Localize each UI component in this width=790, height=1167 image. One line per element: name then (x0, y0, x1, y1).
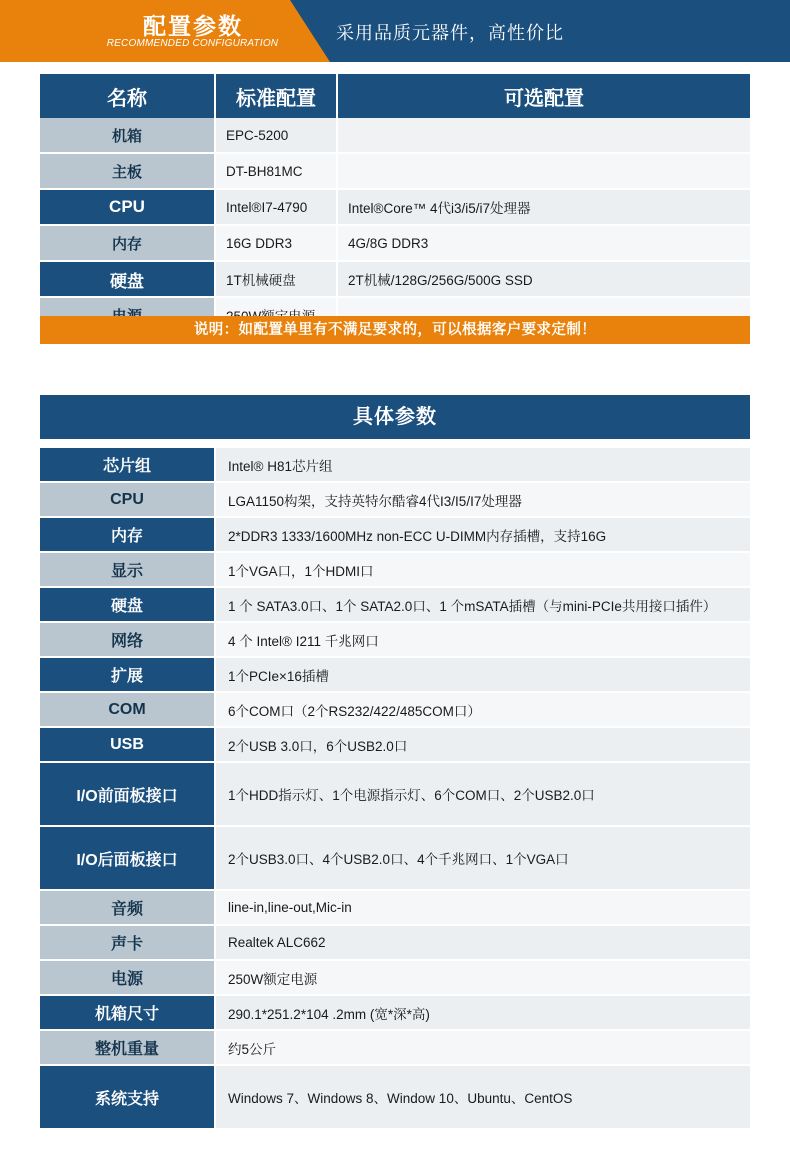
table-row (40, 1030, 750, 1065)
config-header-optional: 可选配置 (337, 74, 750, 118)
spec-row-value: 1个PCIe×16插槽 (215, 657, 750, 692)
spec-row-label: 硬盘 (40, 587, 215, 622)
spec-row-value: 4 个 Intel® I211 千兆网口 (215, 622, 750, 657)
table-row (40, 826, 750, 890)
config-row-label: CPU (40, 189, 215, 225)
spec-row-label: I/O后面板接口 (40, 826, 215, 890)
config-row-optional: Intel®Core™ 4代i3/i5/i7处理器 (337, 189, 750, 225)
table-row (40, 1065, 750, 1129)
table-row (40, 960, 750, 995)
config-row-label: 内存 (40, 225, 215, 261)
spec-row-value: 1个VGA口，1个HDMI口 (215, 552, 750, 587)
spec-row-label: 芯片组 (40, 448, 215, 482)
table-row (40, 118, 750, 153)
spec-row-label: 机箱尺寸 (40, 995, 215, 1030)
spec-row-label: 声卡 (40, 925, 215, 960)
config-row-standard: 16G DDR3 (215, 225, 337, 261)
spec-section-title: 具体参数 (40, 395, 750, 439)
spec-row-label: 扩展 (40, 657, 215, 692)
config-row-optional (337, 153, 750, 189)
config-row-optional (337, 118, 750, 153)
table-row (40, 482, 750, 517)
config-row-label: 主板 (40, 153, 215, 189)
config-table (40, 74, 750, 334)
spec-row-label: 音频 (40, 890, 215, 925)
banner-title: 配置参数 (143, 13, 243, 39)
config-row-standard: Intel®I7-4790 (215, 189, 337, 225)
table-row (40, 727, 750, 762)
table-row (40, 622, 750, 657)
spec-row-label: 整机重量 (40, 1030, 215, 1065)
table-row (40, 657, 750, 692)
spec-row-label: 显示 (40, 552, 215, 587)
config-header-standard: 标准配置 (215, 74, 337, 118)
config-note: 说明：如配置单里有不满足要求的，可以根据客户要求定制！ (40, 316, 750, 344)
banner-subtitle: RECOMMENDED CONFIGURATION (106, 38, 279, 49)
spec-row-value: LGA1150构架，支持英特尔酷睿4代I3/I5/I7处理器 (215, 482, 750, 517)
config-table-header-row (40, 74, 750, 118)
spec-row-value: 约5公斤 (215, 1030, 750, 1065)
spec-row-label: COM (40, 692, 215, 727)
config-row-label: 机箱 (40, 118, 215, 153)
spec-row-value: Windows 7、Windows 8、Window 10、Ubuntu、CentOS (215, 1065, 750, 1129)
table-row (40, 762, 750, 826)
spec-row-label: CPU (40, 482, 215, 517)
spec-row-value: line-in,line-out,Mic-in (215, 890, 750, 925)
config-row-optional: 2T机械/128G/256G/500G SSD (337, 261, 750, 297)
table-row (40, 448, 750, 482)
spec-row-label: USB (40, 727, 215, 762)
table-row (40, 552, 750, 587)
spec-row-label: I/O前面板接口 (40, 762, 215, 826)
table-row (40, 517, 750, 552)
spec-row-value: Intel® H81芯片组 (215, 448, 750, 482)
config-row-label: 硬盘 (40, 261, 215, 297)
table-row (40, 153, 750, 189)
config-row-standard: DT-BH81MC (215, 153, 337, 189)
config-row-standard: 1T机械硬盘 (215, 261, 337, 297)
spec-row-value: 2*DDR3 1333/1600MHz non-ECC U-DIMM内存插槽，支持16G (215, 517, 750, 552)
config-row-standard: EPC-5200 (215, 118, 337, 153)
table-row (40, 225, 750, 261)
spec-row-label: 系统支持 (40, 1065, 215, 1129)
spec-row-value: 1个HDD指示灯、1个电源指示灯、6个COM口、2个USB2.0口 (215, 762, 750, 826)
spec-table (40, 448, 750, 1130)
spec-row-value: 250W额定电源 (215, 960, 750, 995)
table-row (40, 189, 750, 225)
table-row (40, 692, 750, 727)
banner-tagline: 采用品质元器件，高性价比 (336, 23, 564, 43)
table-row (40, 995, 750, 1030)
spec-row-label: 网络 (40, 622, 215, 657)
spec-row-value: Realtek ALC662 (215, 925, 750, 960)
spec-row-value: 6个COM口（2个RS232/422/485COM口） (215, 692, 750, 727)
spec-row-value: 1 个 SATA3.0口、1个 SATA2.0口、1 个mSATA插槽（与mini-PCIe共用接口插件） (215, 587, 750, 622)
config-header-name: 名称 (40, 74, 215, 118)
spec-row-label: 内存 (40, 517, 215, 552)
config-row-optional: 4G/8G DDR3 (337, 225, 750, 261)
spec-row-value: 290.1*251.2*104 .2mm (宽*深*高) (215, 995, 750, 1030)
spec-row-value: 2个USB3.0口、4个USB2.0口、4个千兆网口、1个VGA口 (215, 826, 750, 890)
table-row (40, 587, 750, 622)
table-row (40, 890, 750, 925)
page-banner (0, 0, 790, 62)
spec-row-label: 电源 (40, 960, 215, 995)
table-row (40, 925, 750, 960)
spec-row-value: 2个USB 3.0口，6个USB2.0口 (215, 727, 750, 762)
table-row (40, 261, 750, 297)
